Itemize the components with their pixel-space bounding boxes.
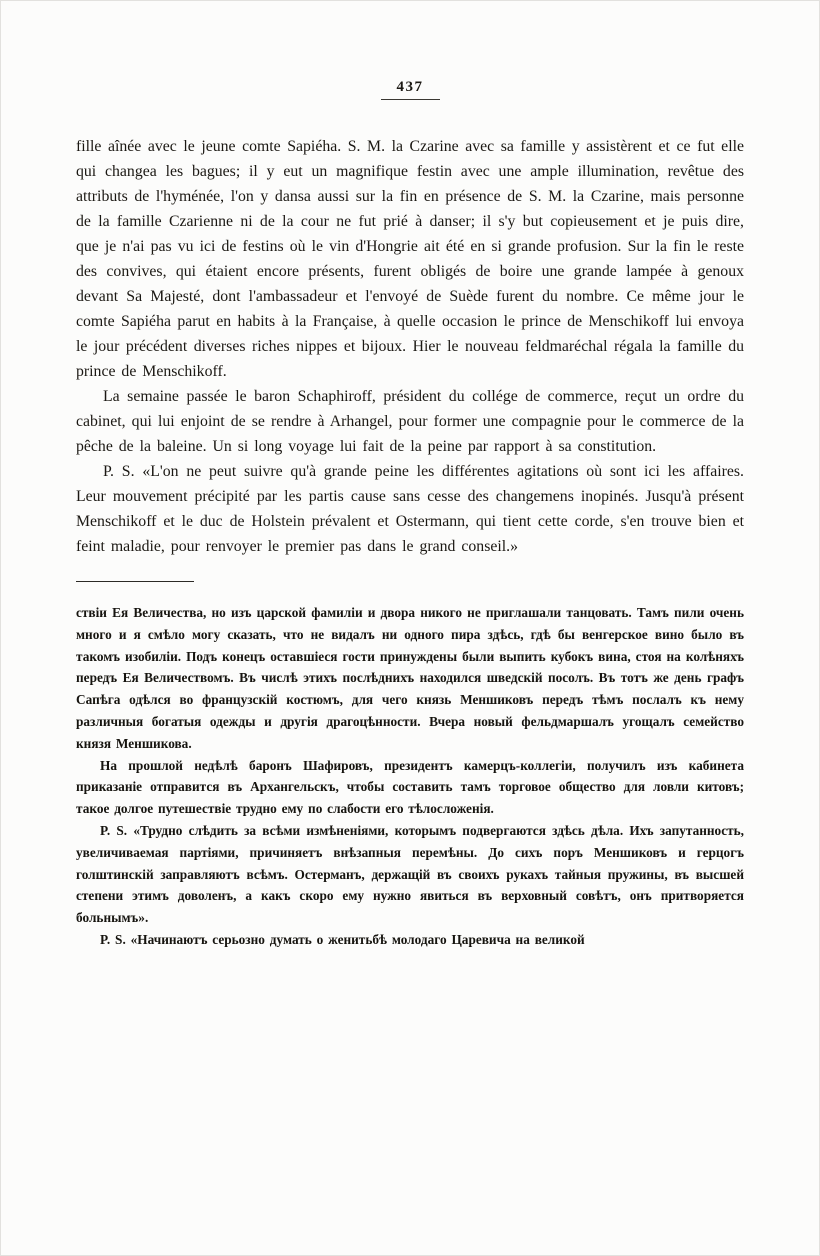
page-number: 437	[381, 79, 440, 100]
russian-footnote-postscript-partial: P. S. «Начинаютъ серьозно думать о женитьбѣ молодаго Царевича на великой	[100, 931, 585, 947]
page-header	[0, 0, 820, 100]
footnote-block	[76, 602, 744, 951]
french-paragraph-continuation: fille aînée avec le jeune comte Sapiéha. S. M. la Czarine avec sa famille y assistèrent et ce fut elle qui changea les bagues; il y eut un magnifique festin avec une ample illumination, revêtue des attributs de l'hyménée, l'on y dansa aussi sur la fin en présence de S. M. la Czarine, mais personne de la famille Czarienne ni de la cour ne fut prié à danser; il s'y but copieusement et je puis dire, que je n'ai pas vu ici de festins où le vin d'Hongrie ait été en si grande profusion. Sur la fin le reste des convives, qui étaient encore présents, furent obligés de boire une grande lampée à genoux devant Sa Majesté, dont l'ambassadeur et l'envoyé de Suède furent du nombre. Ce même jour le comte Sapiéha parut en habits à la Française, à quelle occasion le prince de Menschikoff lui envoya le jour précédent diverses riches nippes et bijoux. Hier le nouveau feldmaréchal régala la famille du prince de Menschikoff.	[76, 138, 744, 380]
main-text-block	[76, 134, 744, 559]
russian-footnote-postscript: P. S. «Трудно слѣдить за всѣми измѣненіями, которымъ подвергаются здѣсь дѣла. Ихъ запутанность, увеличиваемая партіями, причиняетъ внѣзапныя перемѣны. До сихъ поръ Меншиковъ и герцогъ голштинскій заправляютъ всѣмъ. Остерманъ, держащій въ своихъ рукахъ тайныя пружины, въ высшей степени этимъ доволенъ, а какъ скоро ему нужно явиться въ верховный совѣтъ, онъ притворяется больнымъ».	[76, 822, 744, 926]
footnote-separator-rule	[76, 581, 194, 582]
french-paragraph: La semaine passée le baron Schaphiroff, président du collége de commerce, reçut un ordre du cabinet, qui lui enjoint de se rendre à Arhangel, pour former une compagnie pour le commerce de la pêche de la baleine. Un si long voyage lui fait de la peine par rapport à sa constitution.	[76, 388, 744, 455]
russian-footnote-continuation: ствіи Ея Величества, но изъ царской фамиліи и двора никого не приглашали танцовать. Тамъ пили очень много и я смѣло могу сказать, что не видалъ ни одного пира здѣсь, гдѣ бы венгерское вино было въ такомъ изобиліи. Подъ конецъ оставшіеся гости принуждены были выпить кубокъ вина, стоя на колѣняхъ передъ Ея Величествомъ. Въ числѣ этихъ послѣднихъ находился шведскій посолъ. Въ тотъ же день графъ Сапѣга одѣлся во французскій костюмъ, для чего князь Меншиковъ передъ тѣмъ послалъ къ нему различныя богатыя одежды и другія драгоцѣнности. Вчера новый фельдмаршалъ угощалъ семейство князя Меншикова.	[76, 605, 744, 751]
french-paragraph-postscript: P. S. «L'on ne peut suivre qu'à grande peine les différentes agitations où sont ici les affaires. Leur mouvement précipité par les partis cause sans cesse des changemens inopinés. Jusqu'à présent Menschikoff et le duc de Holstein prévalent et Ostermann, qui tient cette corde, s'en trouve bien et feint maladie, pour renvoyer le premier pas dans le grand conseil.»	[76, 463, 744, 555]
russian-footnote-paragraph: На прошлой недѣлѣ баронъ Шафировъ, президентъ камерцъ-коллегіи, получилъ изъ кабинета приказаніе отправится въ Архангельскъ, чтобы составить тамъ торговое общество для ловли китовъ; такое долгое путешествіе трудно ему по слабости его тѣлосложенія.	[76, 757, 744, 817]
